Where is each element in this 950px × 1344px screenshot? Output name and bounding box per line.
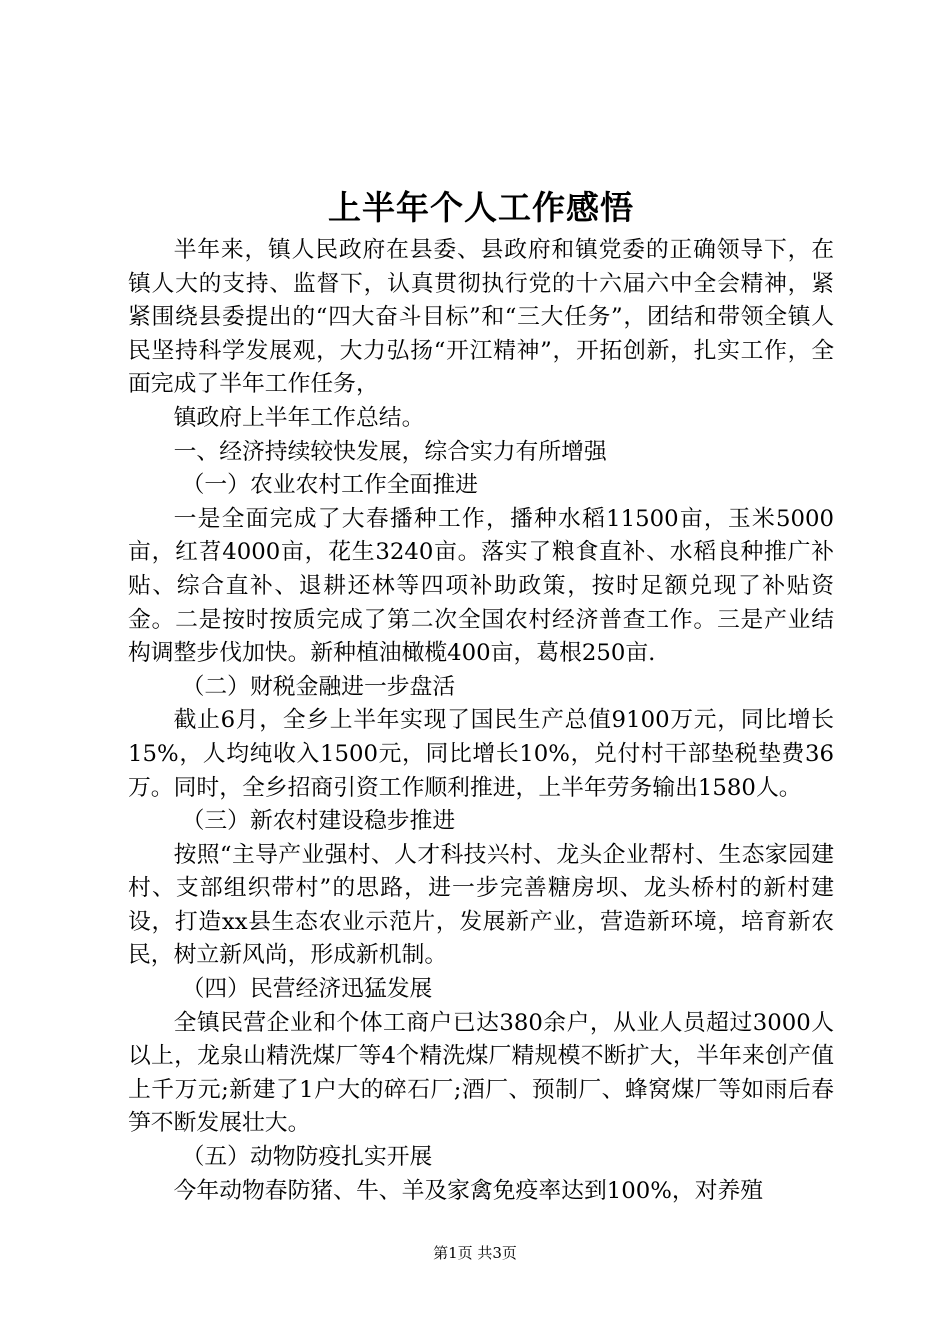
subsection-heading-1: （一）农业农村工作全面推进 bbox=[181, 472, 478, 499]
paragraph-new-village: 按照“主导产业强村、人才科技兴村、龙头企业帮村、生态家园建村、支部组织带村”的思路，进一步完善糖房坝、龙头桥村的新村建设，打造xx县生态农业示范片，发展新产业，营造新环境，培育新农民，树立新风尚，形成新机制。 bbox=[128, 841, 834, 969]
paragraph-epidemic: 今年动物春防猪、牛、羊及家禽免疫率达到100%，对养殖 bbox=[173, 1177, 764, 1204]
paragraph-agriculture: 一是全面完成了大春播种工作，播种水稻11500亩，玉米5000亩，红苕4000亩，花生3240亩。落实了粮食直补、水稻良种推广补贴、综合直补、退耕还林等四项补助政策，按时足额兑现了补贴资金。二是按时按质完成了第二次全国农村经济普查工作。三是产业结构调整步伐加快。新种植油橄榄400亩，葛根250亩. bbox=[128, 505, 834, 667]
paragraph-finance: 截止6月，全乡上半年实现了国民生产总值9100万元，同比增长15%，人均纯收入1500元，同比增长10%，兑付村干部垫税垫费36万。同时，全乡招商引资工作顺利推进，上半年劳务输出1580人。 bbox=[128, 707, 834, 801]
document-title: 上半年个人工作感悟 bbox=[328, 188, 634, 227]
subsection-heading-4: （四）民营经济迅猛发展 bbox=[181, 976, 433, 1003]
paragraph-summary: 镇政府上半年工作总结。 bbox=[173, 404, 425, 431]
paragraph-private-economy: 全镇民营企业和个体工商户已达380余户，从业人员超过3000人以上，龙泉山精洗煤厂等4个精洗煤厂精规模不断扩大，半年来创产值上千万元;新建了1户大的碎石厂;酒厂、预制厂、蜂窝煤厂等如雨后春笋不断发展壮大。 bbox=[128, 1009, 834, 1137]
section-heading-1: 一、经济持续较快发展，综合实力有所增强 bbox=[173, 438, 607, 465]
subsection-heading-3: （三）新农村建设稳步推进 bbox=[181, 808, 456, 835]
subsection-heading-5: （五）动物防疫扎实开展 bbox=[181, 1144, 433, 1171]
paragraph-intro: 半年来，镇人民政府在县委、县政府和镇党委的正确领导下，在镇人大的支持、监督下，认真贯彻执行党的十六届六中全会精神，紧紧围绕县委提出的“四大奋斗目标”和“三大任务”，团结和带领全镇人民坚持科学发展观，大力弘扬“开江精神”，开拓创新，扎实工作，全面完成了半年工作任务， bbox=[128, 237, 834, 398]
subsection-heading-2: （二）财税金融进一步盘活 bbox=[181, 673, 456, 700]
page-footer: 第1页 共3页 bbox=[433, 1244, 517, 1262]
document-body bbox=[128, 234, 834, 1208]
